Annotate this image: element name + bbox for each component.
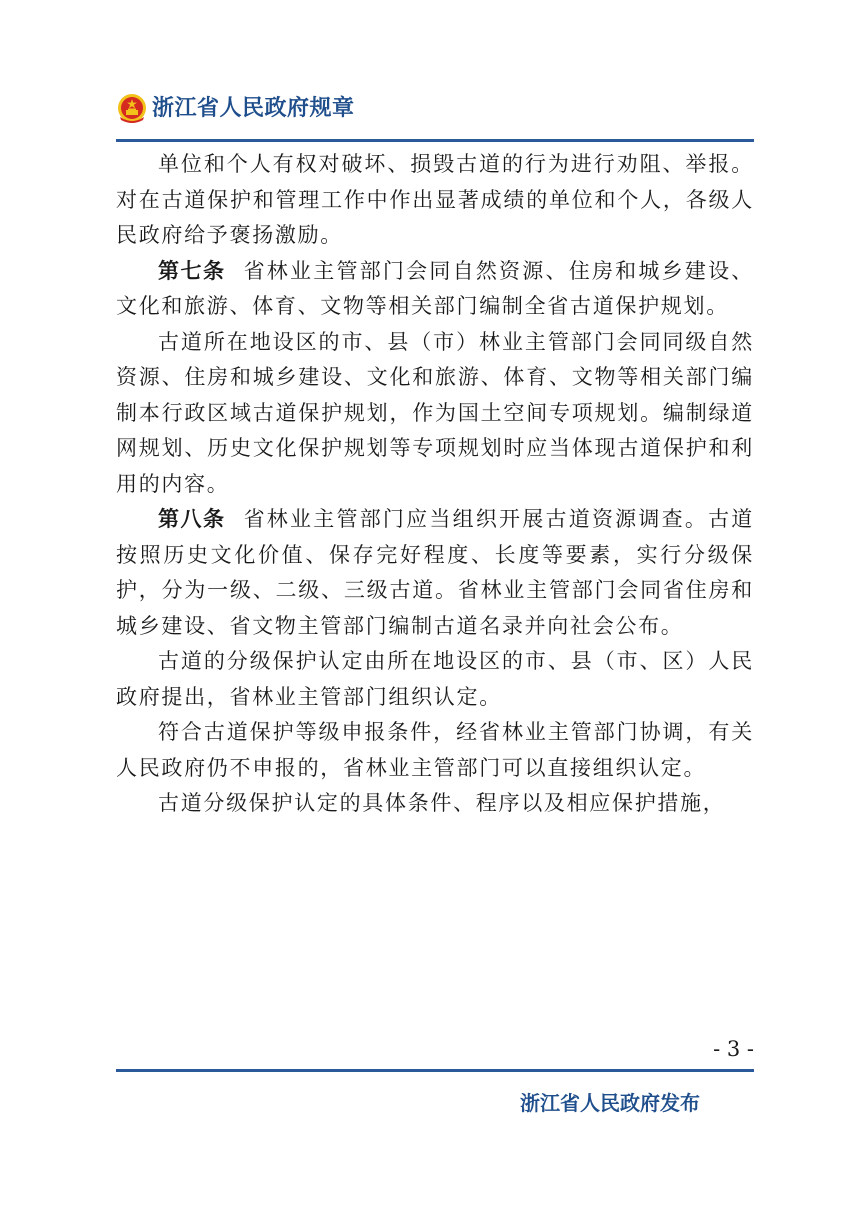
page-number: - 3 - bbox=[713, 1037, 754, 1061]
article-heading: 第七条 bbox=[158, 258, 226, 283]
paragraph bbox=[116, 644, 754, 715]
article-heading: 第八条 bbox=[158, 507, 226, 531]
paragraph-text: 古道的分级保护认定由所在地设区的市、县（市、区）人民政府提出，省林业主管部门组织认定。 bbox=[116, 649, 754, 709]
paragraph-text: 单位和个人有权对破坏、损毁古道的行为进行劝阻、举报。对在古道保护和管理工作中作出显著成绩的单位和个人，各级人民政府给予褒扬激励。 bbox=[116, 152, 754, 247]
paragraph-text: 古道所在地设区的市、县（市）林业主管部门会同同级自然资源、住房和城乡建设、文化和旅游、体育、文物等相关部门编制本行政区域古道保护规划，作为国土空间专项规划。编制绿道网规划、历史文化保护规划等专项规划时应当体现古道保护和利用的内容。 bbox=[116, 329, 754, 496]
paragraph bbox=[116, 325, 754, 503]
national-emblem-icon bbox=[116, 93, 148, 125]
document-body bbox=[116, 147, 754, 822]
paragraph-article-7 bbox=[116, 254, 754, 325]
paragraph bbox=[116, 786, 754, 822]
header-title: 浙江省人民政府规章 bbox=[152, 96, 355, 121]
paragraph-text: 古道分级保护认定的具体条件、程序以及相应保护措施， bbox=[158, 791, 726, 815]
paragraph-text: 省林业主管部门会同自然资源、住房和城乡建设、文化和旅游、体育、文物等相关部门编制全省古道保护规划。 bbox=[116, 258, 754, 318]
header-divider bbox=[116, 139, 754, 142]
document-header bbox=[116, 93, 754, 127]
footer-divider bbox=[116, 1069, 754, 1072]
paragraph-article-8 bbox=[116, 502, 754, 644]
paragraph-text: 符合古道保护等级申报条件，经省林业主管部门协调，有关人民政府仍不申报的，省林业主管部门可以直接组织认定。 bbox=[116, 720, 754, 780]
paragraph bbox=[116, 715, 754, 786]
paragraph-text: 省林业主管部门应当组织开展古道资源调查。古道按照历史文化价值、保存完好程度、长度等要素，实行分级保护，分为一级、二级、三级古道。省林业主管部门会同省住房和城乡建设、省文物主管部门编制古道名录并向社会公布。 bbox=[116, 507, 754, 638]
paragraph bbox=[116, 147, 754, 254]
footer-publisher: 浙江省人民政府发布 bbox=[520, 1091, 700, 1115]
